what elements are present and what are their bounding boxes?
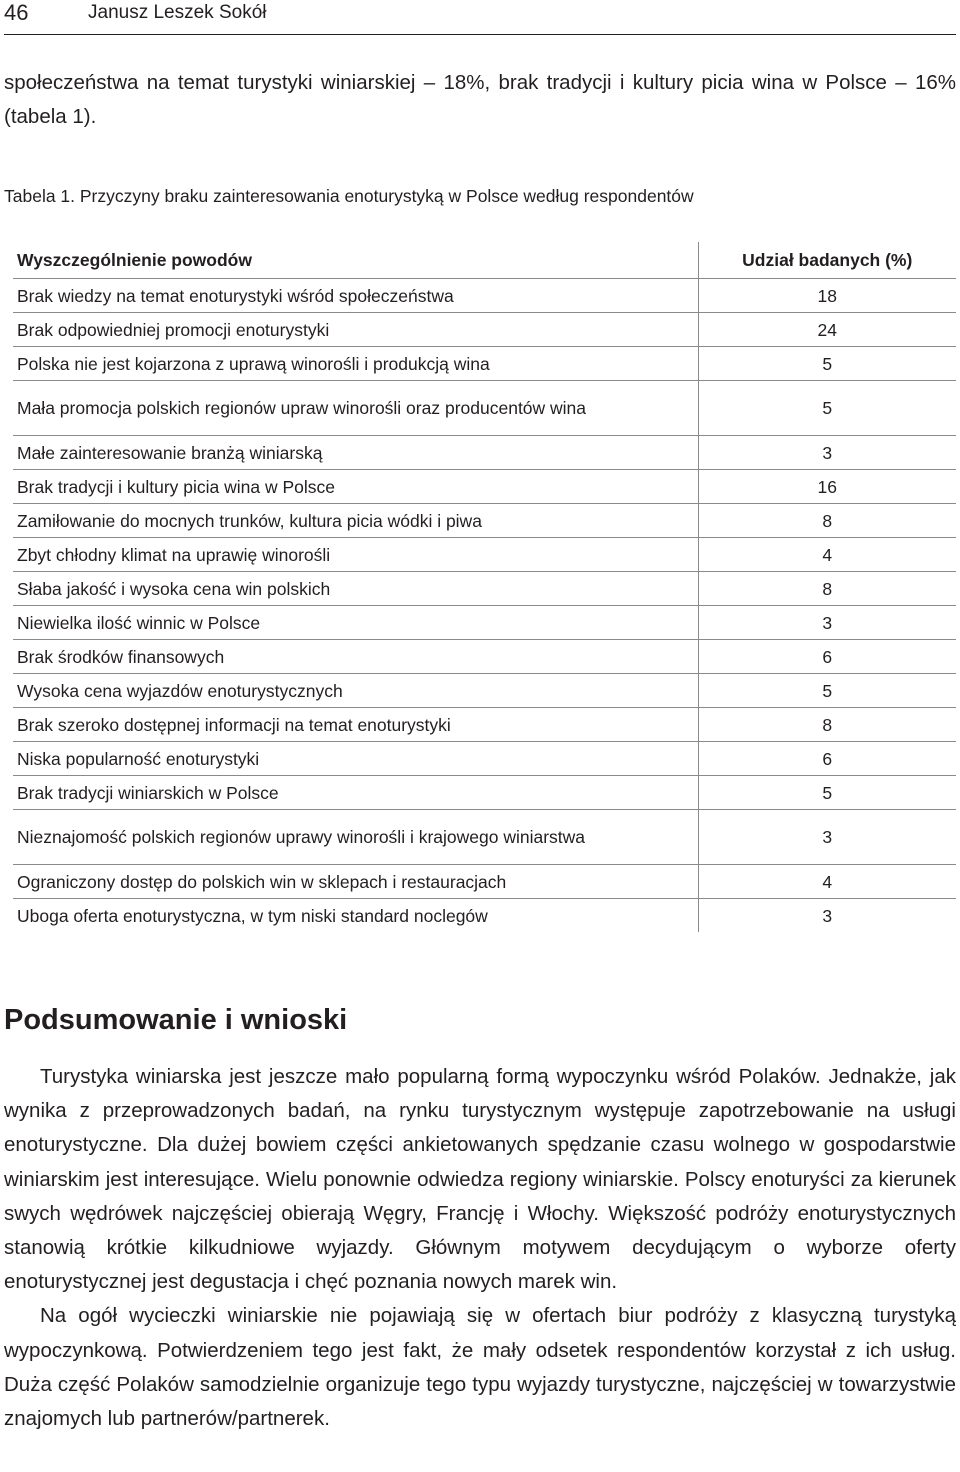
reason-cell: Brak odpowiedniej promocji enoturystyki: [13, 313, 698, 347]
reason-cell: Brak tradycji i kultury picia wina w Polsce: [13, 470, 698, 504]
share-cell: 24: [698, 313, 956, 347]
reason-cell: Mała promocja polskich regionów upraw winorośli oraz producentów wina: [13, 381, 698, 436]
share-cell: 3: [698, 899, 956, 933]
table-row: [13, 742, 956, 776]
share-cell: 5: [698, 776, 956, 810]
reason-cell: Polska nie jest kojarzona z uprawą winorośli i produkcją wina: [13, 347, 698, 381]
reason-cell: Niewielka ilość winnic w Polsce: [13, 606, 698, 640]
table-row: [13, 776, 956, 810]
share-cell: 3: [698, 810, 956, 865]
share-cell: 8: [698, 708, 956, 742]
share-cell: 4: [698, 865, 956, 899]
table-row: [13, 347, 956, 381]
share-cell: 8: [698, 504, 956, 538]
share-cell: 3: [698, 436, 956, 470]
table-container: [13, 242, 956, 932]
table-row: [13, 810, 956, 865]
table-row: [13, 436, 956, 470]
section-heading: Podsumowanie i wnioski: [4, 1004, 348, 1036]
summary-text: [4, 1060, 956, 1436]
reason-cell: Ograniczony dostęp do polskich win w sklepach i restauracjach: [13, 865, 698, 899]
share-cell: 5: [698, 347, 956, 381]
reason-cell: Zamiłowanie do mocnych trunków, kultura picia wódki i piwa: [13, 504, 698, 538]
share-cell: 5: [698, 381, 956, 436]
reason-cell: Nieznajomość polskich regionów uprawy winorośli i krajowego winiarstwa: [13, 810, 698, 865]
reason-cell: Brak wiedzy na temat enoturystyki wśród społeczeństwa: [13, 279, 698, 313]
reason-cell: Brak tradycji winiarskich w Polsce: [13, 776, 698, 810]
summary-paragraph: Na ogół wycieczki winiarskie nie pojawiają się w ofertach biur podróży z klasyczną turystyką wypoczynkową. Potwierdzeniem tego jest fakt, że mały odsetek respondentów korzystał z ich usług. Duża część Polaków samodzielnie organizuje tego typu wyjazdy turystyczne, najczęściej w towarzystwie znajomych lub partnerów/partnerek.: [4, 1304, 956, 1431]
table-row: [13, 606, 956, 640]
reason-cell: Niska popularność enoturystyki: [13, 742, 698, 776]
page-number: 46: [4, 0, 29, 25]
column-header-reason: Wyszczególnienie powodów: [13, 242, 698, 279]
summary-paragraph: Turystyka winiarska jest jeszcze mało popularną formą wypoczynku wśród Polaków. Jednakże, jak wynika z przeprowadzonych badań, na rynku turystycznym występuje zapotrzebowanie na usługi enoturystyczne. Dla dużej bowiem części ankietowanych spędzanie czasu wolnego w gospodarstwie winiarskim jest interesujące. Wielu ponownie odwiedza regiony winiarskie. Polscy enoturyści za kierunek swych wędrówek najczęściej obierają Węgry, Francję i Włochy. Większość podróży enoturystycznych stanowią krótkie kilkudniowe wyjazdy. Głównym motywem decydującym o wyborze oferty enoturystycznej jest degustacja i chęć poznania nowych marek win.: [4, 1065, 956, 1294]
share-cell: 3: [698, 606, 956, 640]
table-header-row: [13, 242, 956, 279]
share-cell: 6: [698, 640, 956, 674]
share-cell: 4: [698, 538, 956, 572]
intro-paragraph: społeczeństwa na temat turystyki winiarskiej – 18%, brak tradycji i kultury picia wina w Polsce – 16% (tabela 1).: [4, 71, 956, 128]
reason-cell: Brak środków finansowych: [13, 640, 698, 674]
share-cell: 18: [698, 279, 956, 313]
reason-cell: Brak szeroko dostępnej informacji na temat enoturystyki: [13, 708, 698, 742]
running-header: [4, 0, 956, 35]
table-row: [13, 504, 956, 538]
share-cell: 8: [698, 572, 956, 606]
table-row: [13, 538, 956, 572]
table-caption: Tabela 1. Przyczyny braku zainteresowania enoturystyką w Polsce według respondentów: [4, 186, 694, 206]
reason-cell: Słaba jakość i wysoka cena win polskich: [13, 572, 698, 606]
table-row: [13, 381, 956, 436]
table-row: [13, 708, 956, 742]
table-row: [13, 572, 956, 606]
share-cell: 16: [698, 470, 956, 504]
reason-cell: Uboga oferta enoturystyczna, w tym niski standard noclegów: [17, 905, 488, 926]
reason-cell: Zbyt chłodny klimat na uprawię winorośli: [13, 538, 698, 572]
table-row: [13, 313, 956, 347]
table-row: [13, 865, 956, 899]
table-row: [13, 640, 956, 674]
table-row: [13, 279, 956, 313]
reason-cell: Wysoka cena wyjazdów enoturystycznych: [13, 674, 698, 708]
running-author: Janusz Leszek Sokół: [88, 2, 267, 23]
table-row: [13, 674, 956, 708]
share-cell: 6: [698, 742, 956, 776]
table-row: [13, 470, 956, 504]
column-header-share: Udział badanych (%): [698, 242, 956, 279]
table-row: [13, 899, 956, 933]
reasons-table: [13, 242, 956, 932]
share-cell: 5: [698, 674, 956, 708]
reason-cell: Małe zainteresowanie branżą winiarską: [13, 436, 698, 470]
